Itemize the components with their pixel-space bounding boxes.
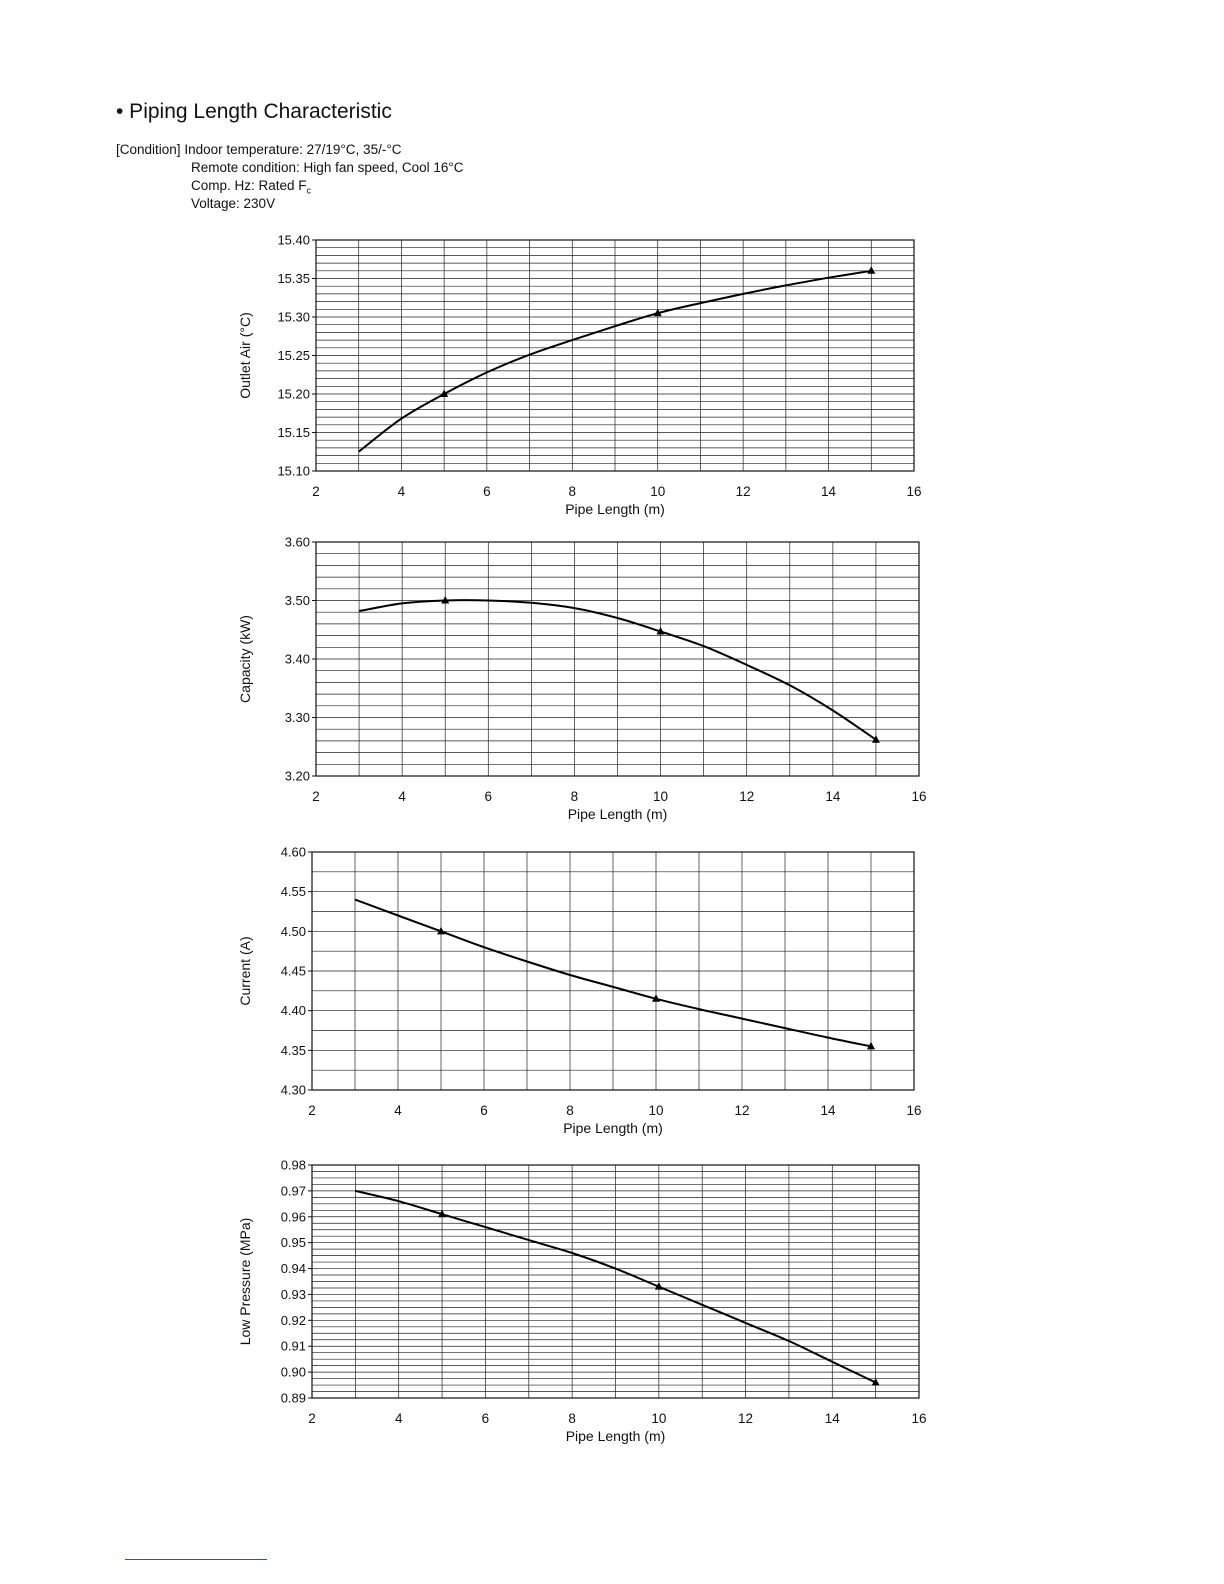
- x-tick-label: 6: [481, 1411, 490, 1426]
- condition-comp-hz-subscript: c: [306, 185, 312, 196]
- y-tick-label: 4.35: [280, 1042, 306, 1058]
- y-tick-label: 15.40: [277, 232, 310, 248]
- x-tick-label: 16: [911, 1411, 927, 1426]
- x-tick-label: 2: [312, 789, 320, 804]
- x-tick-label: 12: [734, 1103, 750, 1118]
- x-tick-label: 10: [650, 484, 666, 499]
- x-tick-label: 10: [651, 1411, 667, 1426]
- condition-indoor-temperature: Indoor temperature: 27/19°C, 35/-°C: [184, 142, 402, 157]
- y-axis-label: Outlet Air (°C): [237, 312, 253, 399]
- x-tick-label: 4: [398, 789, 406, 804]
- y-tick-label: 15.35: [277, 271, 310, 286]
- y-tick-label: 3.40: [284, 651, 310, 667]
- footer-rule: [125, 1559, 267, 1560]
- x-tick-label: 10: [653, 789, 669, 804]
- x-tick-label: 10: [648, 1103, 664, 1118]
- y-axis-label: Low Pressure (MPa): [237, 1217, 253, 1346]
- y-tick-label: 15.10: [277, 463, 310, 479]
- chart-2: [237, 535, 927, 823]
- x-tick-label: 4: [394, 1411, 403, 1426]
- x-tick-label: 2: [312, 484, 320, 499]
- y-tick-label: 4.45: [280, 963, 306, 979]
- x-tick-label: 14: [820, 1103, 836, 1118]
- x-tick-label: 8: [570, 789, 579, 804]
- y-tick-label: 3.50: [284, 593, 310, 608]
- condition-voltage: Voltage: 230V: [191, 196, 276, 211]
- x-axis-label: Pipe Length (m): [565, 1428, 666, 1444]
- y-tick-label: 0.91: [280, 1338, 306, 1354]
- y-tick-label: 15.20: [277, 386, 310, 402]
- x-tick-label: 12: [739, 789, 755, 804]
- condition-remote: Remote condition: High fan speed, Cool 16°C: [191, 160, 464, 175]
- x-axis-label: Pipe Length (m): [565, 501, 665, 517]
- x-tick-label: 4: [397, 484, 406, 499]
- y-tick-label: 4.40: [280, 1003, 306, 1019]
- page-title: • Piping Length Characteristic: [116, 100, 392, 123]
- x-tick-label: 8: [568, 1411, 576, 1426]
- y-tick-label: 3.20: [284, 768, 310, 784]
- y-tick-label: 0.95: [280, 1235, 306, 1251]
- x-tick-label: 14: [825, 789, 841, 804]
- condition-prefix: [Condition]: [116, 142, 181, 157]
- y-tick-label: 0.93: [280, 1286, 306, 1302]
- data-point-triangle-marker: [867, 266, 875, 274]
- y-tick-label: 3.30: [284, 710, 310, 725]
- y-tick-label: 0.97: [280, 1183, 306, 1199]
- x-tick-label: 12: [735, 484, 751, 499]
- x-tick-label: 16: [911, 789, 927, 804]
- x-tick-label: 14: [821, 484, 837, 499]
- x-tick-label: 2: [308, 1103, 316, 1118]
- y-tick-label: 4.50: [280, 923, 306, 939]
- y-axis-label: Capacity (kW): [237, 615, 253, 703]
- x-tick-label: 8: [568, 484, 577, 499]
- x-tick-label: 6: [484, 789, 493, 804]
- x-axis-label: Pipe Length (m): [567, 806, 668, 822]
- x-tick-label: 2: [308, 1411, 316, 1426]
- y-axis-label: Current (A): [237, 936, 253, 1006]
- y-tick-label: 0.94: [280, 1261, 306, 1277]
- x-tick-label: 4: [394, 1103, 402, 1118]
- condition-comp-hz-text: Comp. Hz: Rated F: [191, 178, 307, 193]
- y-tick-label: 15.15: [277, 425, 310, 440]
- y-tick-label: 4.55: [280, 884, 306, 900]
- y-tick-label: 4.30: [280, 1082, 306, 1098]
- y-tick-label: 3.60: [284, 534, 310, 550]
- y-tick-label: 0.90: [280, 1364, 306, 1380]
- x-tick-label: 8: [566, 1103, 574, 1118]
- x-tick-label: 16: [906, 1103, 922, 1118]
- x-tick-label: 6: [483, 484, 491, 499]
- y-tick-label: 15.30: [277, 309, 310, 325]
- x-tick-label: 12: [738, 1411, 754, 1426]
- y-tick-label: 0.89: [280, 1390, 306, 1406]
- y-tick-label: 0.96: [280, 1209, 306, 1225]
- y-tick-label: 4.60: [280, 844, 306, 860]
- y-tick-label: 15.25: [277, 348, 310, 363]
- x-tick-label: 6: [480, 1103, 488, 1118]
- y-tick-label: 0.92: [280, 1312, 306, 1328]
- x-tick-label: 16: [906, 484, 922, 499]
- x-tick-label: 14: [824, 1411, 840, 1426]
- chart-4: [237, 1158, 927, 1445]
- x-axis-label: Pipe Length (m): [563, 1120, 663, 1136]
- chart-3: [237, 845, 922, 1137]
- chart-1: [237, 233, 922, 518]
- y-tick-label: 0.98: [280, 1157, 306, 1173]
